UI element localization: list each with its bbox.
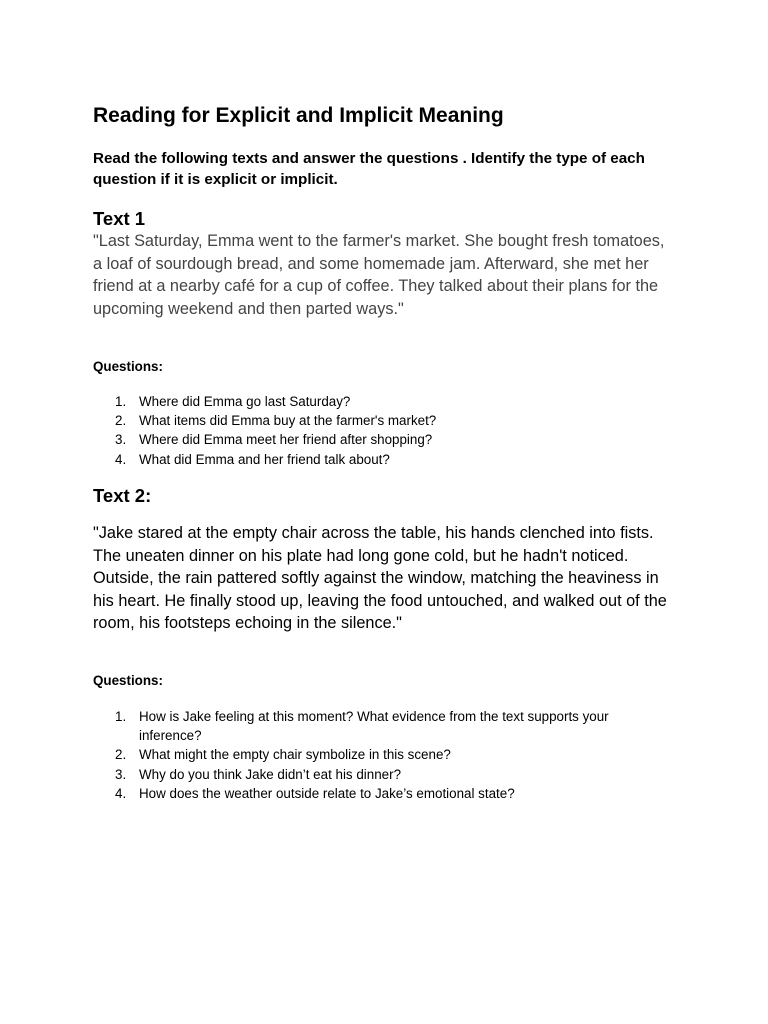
list-item-text: How is Jake feeling at this moment? What evidence from the text supports your inference? [139,709,609,744]
list-item [93,745,653,764]
list-item [93,392,653,411]
list-item [93,784,653,803]
list-item [93,430,653,449]
list-item-number: 1. [115,394,127,409]
list-item-text: What did Emma and her friend talk about? [139,451,390,467]
list-item [93,450,653,469]
list-item-text: What might the empty chair symbolize in this scene? [139,747,451,763]
list-item-text: What items did Emma buy at the farmer's market? [139,413,437,429]
instructions: Read the following texts and answer the questions . Identify the type of each question if it is explicit or implicit. [93,150,645,188]
list-item-text: How does the weather outside relate to Jake’s emotional state? [139,785,515,801]
list-item-text: Where did Emma meet her friend after shopping? [139,432,433,448]
list-item-number: 4. [115,451,127,467]
text1-heading: Text 1 [93,208,146,229]
page-title: Reading for Explicit and Implicit Meaning [93,104,504,127]
text2-heading: Text 2: [93,485,152,506]
text2-question-list [93,707,653,803]
text2-questions-label: Questions: [93,673,163,688]
list-item-number: 2. [115,747,127,763]
list-item-number: 1. [115,709,127,724]
list-item-number: 2. [115,413,127,429]
text2-passage: "Jake stared at the empty chair across the table, his hands clenched into fists. The uneaten dinner on his plate had long gone cold, but he hadn't noticed. Outside, the rain pattered softly against the window, matching the heaviness in his heart. He finally stood up, leaving the food untouched, and walked out of the room, his footsteps echoing in the silence." [93,524,667,633]
text1-question-list [93,392,653,469]
list-item [93,411,653,430]
list-item-text: Where did Emma go last Saturday? [139,394,351,409]
list-item-number: 4. [115,785,127,801]
list-item-number: 3. [115,432,127,448]
text1-passage: "Last Saturday, Emma went to the farmer's market. She bought fresh tomatoes, a loaf of sourdough bread, and some homemade jam. Afterward, she met her friend at a nearby café for a cup of coffee. They talked about their plans for the upcoming weekend and then parted ways." [93,232,665,318]
list-item [93,765,653,784]
list-item-number: 3. [115,766,127,782]
list-item [93,707,653,745]
text1-questions-label: Questions: [93,359,163,374]
list-item-text: Why do you think Jake didn’t eat his dinner? [139,766,402,782]
